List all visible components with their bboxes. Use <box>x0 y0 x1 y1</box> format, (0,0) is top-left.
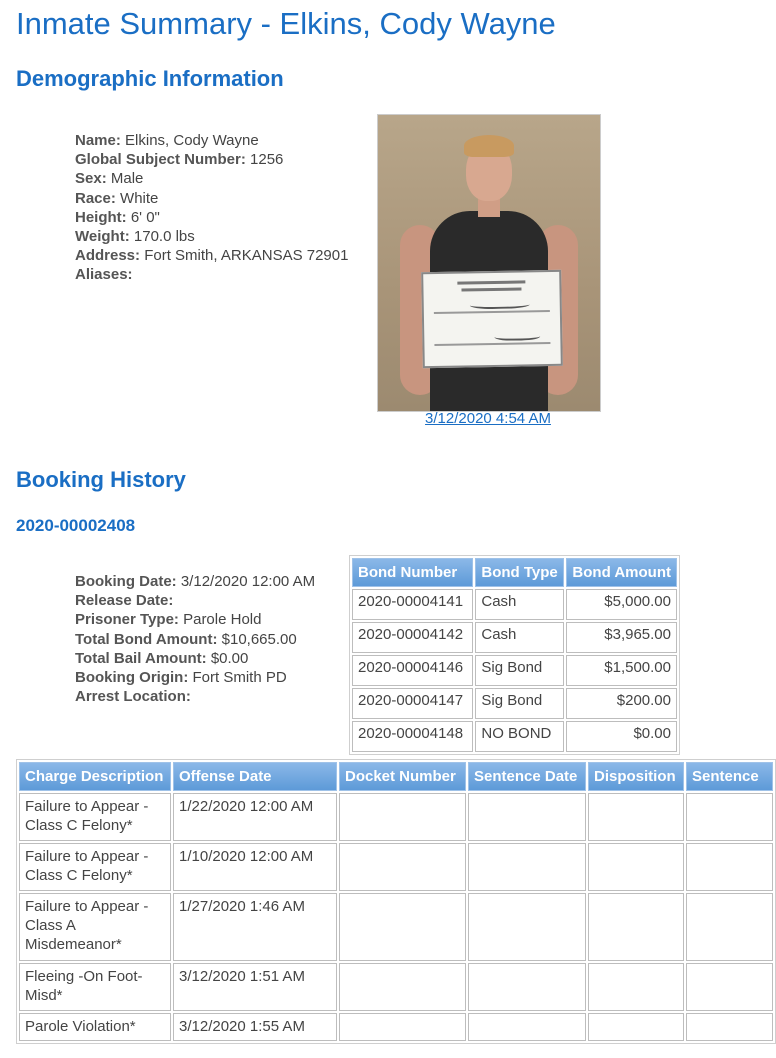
bond-row <box>352 655 677 686</box>
bond-row <box>352 622 677 653</box>
info-value: Fort Smith PD <box>192 669 287 687</box>
info-value: 6' 0" <box>130 208 160 226</box>
info-label: Weight: <box>75 228 130 246</box>
bond-type-cell: Cash <box>475 589 564 620</box>
info-label: Booking Origin: <box>75 669 189 687</box>
disposition-cell <box>588 793 684 841</box>
info-value: $10,665.00 <box>221 630 297 648</box>
placard-line <box>434 310 550 314</box>
info-label: Sex: <box>75 170 107 188</box>
disposition-cell <box>588 843 684 891</box>
sentence-date-cell <box>468 893 586 961</box>
charge-row <box>19 963 773 1011</box>
charge-description-column-header[interactable]: Charge Description <box>19 762 171 791</box>
info-row-total-bond-amount <box>75 630 315 649</box>
info-row-sex <box>75 169 348 188</box>
sentence-date-cell <box>468 793 586 841</box>
info-row-height <box>75 208 348 227</box>
sentence-cell <box>686 793 773 841</box>
info-row-booking-origin <box>75 668 315 687</box>
sentence-cell <box>686 1013 773 1041</box>
docket-number-cell <box>339 793 466 841</box>
bond-amount-cell: $200.00 <box>566 688 677 719</box>
info-label: Aliases: <box>75 266 133 284</box>
charge-row <box>19 843 773 891</box>
info-row-race <box>75 189 348 208</box>
booking-history-section-title: Booking History <box>16 467 186 492</box>
bond-number-cell: 2020-00004146 <box>352 655 473 686</box>
info-value: Male <box>110 170 144 188</box>
sentence-date-column-header[interactable]: Sentence Date <box>468 762 586 791</box>
bond-row <box>352 688 677 719</box>
sentence-cell <box>686 843 773 891</box>
info-value: Elkins, Cody Wayne <box>125 132 259 149</box>
info-row-global-subject-number <box>75 150 348 169</box>
photo-hair <box>464 135 514 157</box>
sentence-cell <box>686 963 773 1011</box>
bond-number-cell: 2020-00004141 <box>352 589 473 620</box>
info-row-name <box>75 131 348 150</box>
info-label: Total Bail Amount: <box>75 649 207 667</box>
placard-handwriting <box>470 298 530 309</box>
bond-number-cell: 2020-00004148 <box>352 721 473 752</box>
bond-amount-cell: $5,000.00 <box>566 589 677 620</box>
offense-date-cell: 1/27/2020 1:46 AM <box>173 893 337 961</box>
bond-type-cell: Sig Bond <box>475 688 564 719</box>
charge-description-cell: Failure to Appear - Class A Misdemeanor* <box>19 893 171 961</box>
info-row-release-date <box>75 591 315 610</box>
placard-line <box>461 287 521 291</box>
photo-date-link[interactable]: 3/12/2020 4:54 AM <box>425 410 551 427</box>
demographic-info-list <box>75 131 348 285</box>
bond-type-column-header[interactable]: Bond Type <box>475 558 564 587</box>
info-row-address <box>75 246 348 265</box>
bond-number-column-header[interactable]: Bond Number <box>352 558 473 587</box>
charge-description-cell: Parole Violation* <box>19 1013 171 1041</box>
sentence-date-cell <box>468 1013 586 1041</box>
charge-row <box>19 1013 773 1041</box>
bond-table <box>349 555 680 755</box>
docket-number-column-header[interactable]: Docket Number <box>339 762 466 791</box>
info-label: Booking Date: <box>75 573 177 590</box>
info-row-aliases <box>75 265 348 284</box>
offense-date-column-header[interactable]: Offense Date <box>173 762 337 791</box>
charge-row <box>19 893 773 961</box>
offense-date-cell: 1/22/2020 12:00 AM <box>173 793 337 841</box>
info-label: Global Subject Number: <box>75 151 246 169</box>
placard-line <box>457 280 525 284</box>
info-label: Race: <box>75 189 116 207</box>
charge-table <box>16 759 776 1044</box>
offense-date-cell: 1/10/2020 12:00 AM <box>173 843 337 891</box>
info-row-weight <box>75 227 348 246</box>
page-title: Inmate Summary - Elkins, Cody Wayne <box>16 6 556 41</box>
disposition-cell <box>588 1013 684 1041</box>
booking-info-list <box>75 572 315 706</box>
info-row-total-bail-amount <box>75 649 315 668</box>
charge-table-header-row <box>19 762 773 791</box>
charge-row <box>19 793 773 841</box>
bond-number-cell: 2020-00004142 <box>352 622 473 653</box>
charge-description-cell: Failure to Appear - Class C Felony* <box>19 793 171 841</box>
docket-number-cell <box>339 1013 466 1041</box>
bond-table-header-row <box>352 558 677 587</box>
disposition-cell <box>588 893 684 961</box>
info-label: Arrest Location: <box>75 688 191 706</box>
placard-handwriting <box>494 330 540 341</box>
bond-type-cell: NO BOND <box>475 721 564 752</box>
sentence-column-header[interactable]: Sentence <box>686 762 773 791</box>
info-value: White <box>120 189 159 207</box>
docket-number-cell <box>339 893 466 961</box>
info-value: 3/12/2020 12:00 AM <box>180 573 316 590</box>
sentence-date-cell <box>468 963 586 1011</box>
info-label: Release Date: <box>75 592 174 610</box>
photo-placard <box>421 270 563 368</box>
sentence-cell <box>686 893 773 961</box>
bond-row <box>352 589 677 620</box>
bond-amount-column-header[interactable]: Bond Amount <box>566 558 677 587</box>
info-label: Total Bond Amount: <box>75 630 218 648</box>
docket-number-cell <box>339 963 466 1011</box>
charge-description-cell: Failure to Appear - Class C Felony* <box>19 843 171 891</box>
info-value: 1256 <box>250 151 284 169</box>
bond-type-cell: Cash <box>475 622 564 653</box>
bond-type-cell: Sig Bond <box>475 655 564 686</box>
info-row-prisoner-type <box>75 610 315 629</box>
info-label: Name: <box>75 132 121 149</box>
disposition-cell <box>588 963 684 1011</box>
charge-description-cell: Fleeing -On Foot-Misd* <box>19 963 171 1011</box>
placard-line <box>434 342 550 346</box>
bond-row <box>352 721 677 752</box>
bond-amount-cell: $3,965.00 <box>566 622 677 653</box>
bond-number-cell: 2020-00004147 <box>352 688 473 719</box>
info-label: Height: <box>75 208 127 226</box>
info-value: Parole Hold <box>183 611 262 629</box>
inmate-photo[interactable] <box>377 114 601 412</box>
info-label: Prisoner Type: <box>75 611 179 629</box>
info-label: Address: <box>75 247 141 265</box>
bond-amount-cell: $1,500.00 <box>566 655 677 686</box>
offense-date-cell: 3/12/2020 1:51 AM <box>173 963 337 1011</box>
bond-amount-cell: $0.00 <box>566 721 677 752</box>
info-value: 170.0 lbs <box>133 228 195 246</box>
info-row-booking-date <box>75 572 315 591</box>
info-value: Fort Smith, ARKANSAS 72901 <box>144 247 349 265</box>
sentence-date-cell <box>468 843 586 891</box>
demographic-section-title: Demographic Information <box>16 66 284 91</box>
info-row-arrest-location <box>75 687 315 706</box>
disposition-column-header[interactable]: Disposition <box>588 762 684 791</box>
offense-date-cell: 3/12/2020 1:55 AM <box>173 1013 337 1041</box>
booking-number: 2020-00002408 <box>16 516 136 535</box>
info-value: $0.00 <box>210 649 249 667</box>
docket-number-cell <box>339 843 466 891</box>
